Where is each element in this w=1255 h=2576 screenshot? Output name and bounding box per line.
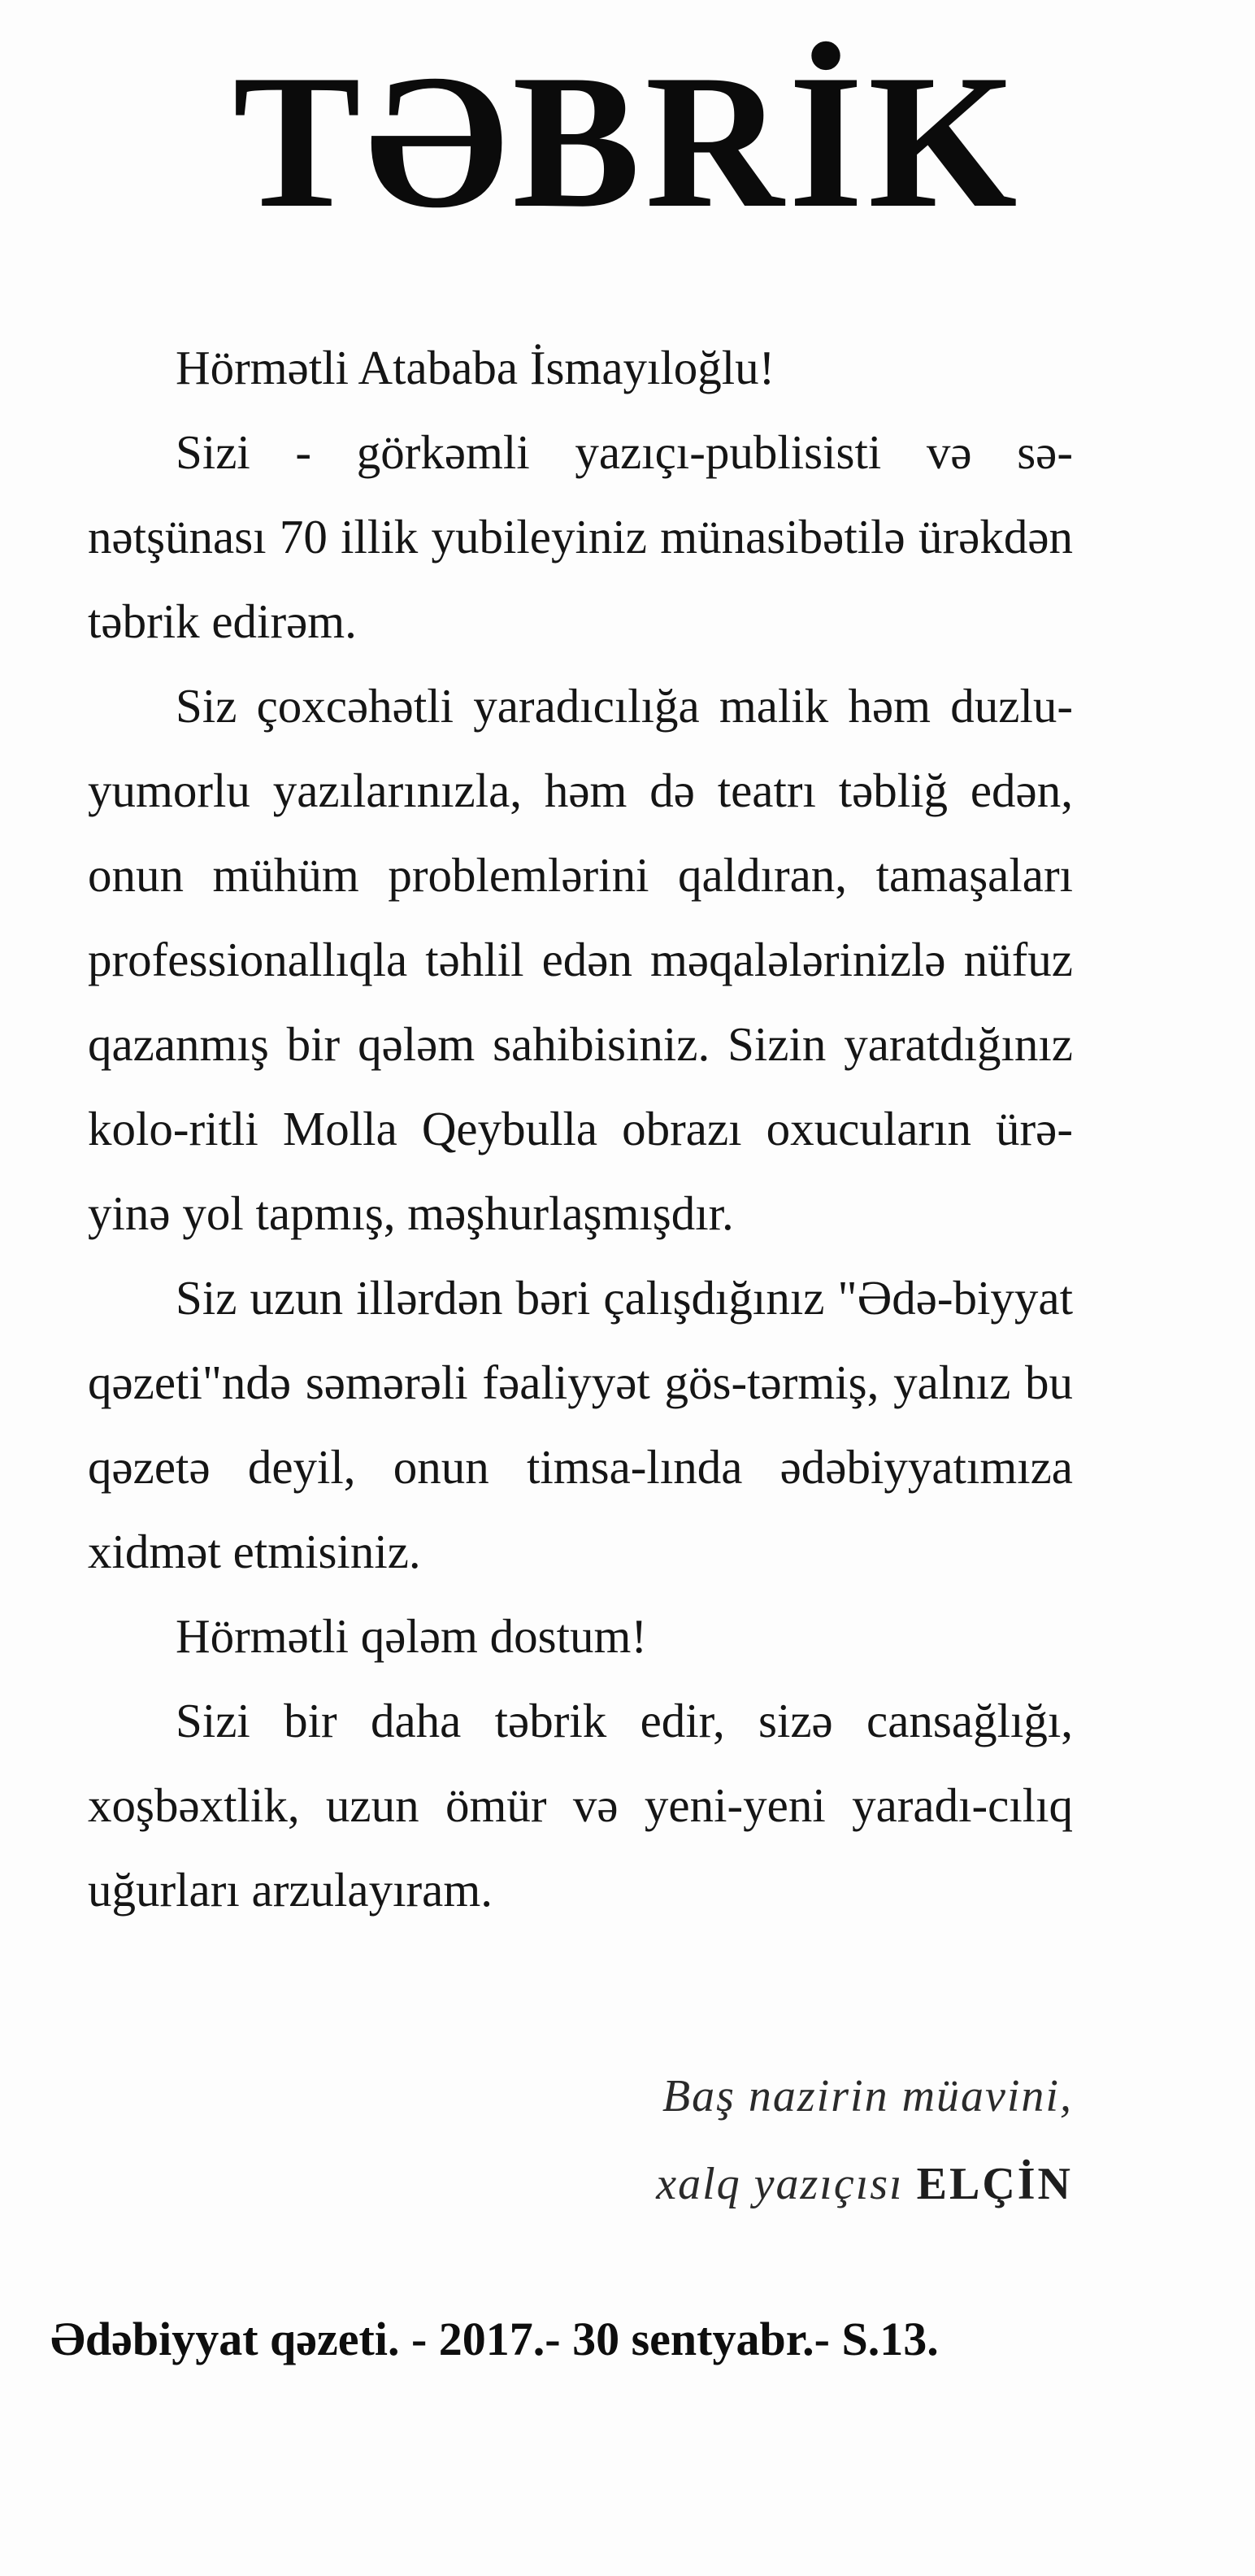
signature-name-line (488, 2140, 1073, 2228)
creative-work-paragraph: Siz çoxcəhətli yaradıcılığa malik həm duzlu-yumorlu yazılarınızla, həm də teatrı təbliğ edən, onun mühüm problemlərini qaldıran, tamaşaları professionallıqla təhlil edən məqalələrinizlə nüfuz qazanmış bir qələm sahibisiniz. Sizin yaratdığınız kolo-ritli Molla Qeybulla obrazı oxucuların ürə-yinə yol tapmış, məşhurlaşmışdır. (88, 679, 1073, 1240)
wishes-paragraph: Sizi bir daha təbrik edir, sizə cansağlığı, xoşbəxtlik, uzun ömür və yeni-yeni yaradı-cılıq uğurları arzulayıram. (88, 1694, 1073, 1917)
signature-name: ELÇİN (916, 2159, 1073, 2209)
signature-position: Baş nazirin müavini, (662, 2071, 1073, 2121)
signature-block (488, 2052, 1073, 2228)
document-title: TƏBRİK (232, 36, 1023, 248)
friend-address-paragraph: Hörmətli qələm dostum! (176, 1609, 648, 1663)
congratulation-paragraph: Sizi - görkəmli yazıçı-publisisti və sə-nətşünası 70 illik yubileyiniz münasibətilə ürəkdən təbrik edirəm. (88, 425, 1073, 648)
letter-body (88, 325, 1073, 1932)
newspaper-work-paragraph: Siz uzun illərdən bəri çalışdığınız "Ədə-biyyat qəzeti"ndə səmərəli fəaliyyət gös-tərmiş, yalnız bu qəzetə deyil, onun timsa-lında ədəbiyyatımıza xidmət etmisiniz. (88, 1271, 1073, 1578)
signature-title: xalq yazıçısı (656, 2159, 917, 2209)
greeting-paragraph: Hörmətli Atababa İsmayıloğlu! (176, 341, 775, 394)
source-citation: Ədəbiyyat qəzeti. - 2017.- 30 sentyabr.- S.13. (50, 2313, 939, 2365)
